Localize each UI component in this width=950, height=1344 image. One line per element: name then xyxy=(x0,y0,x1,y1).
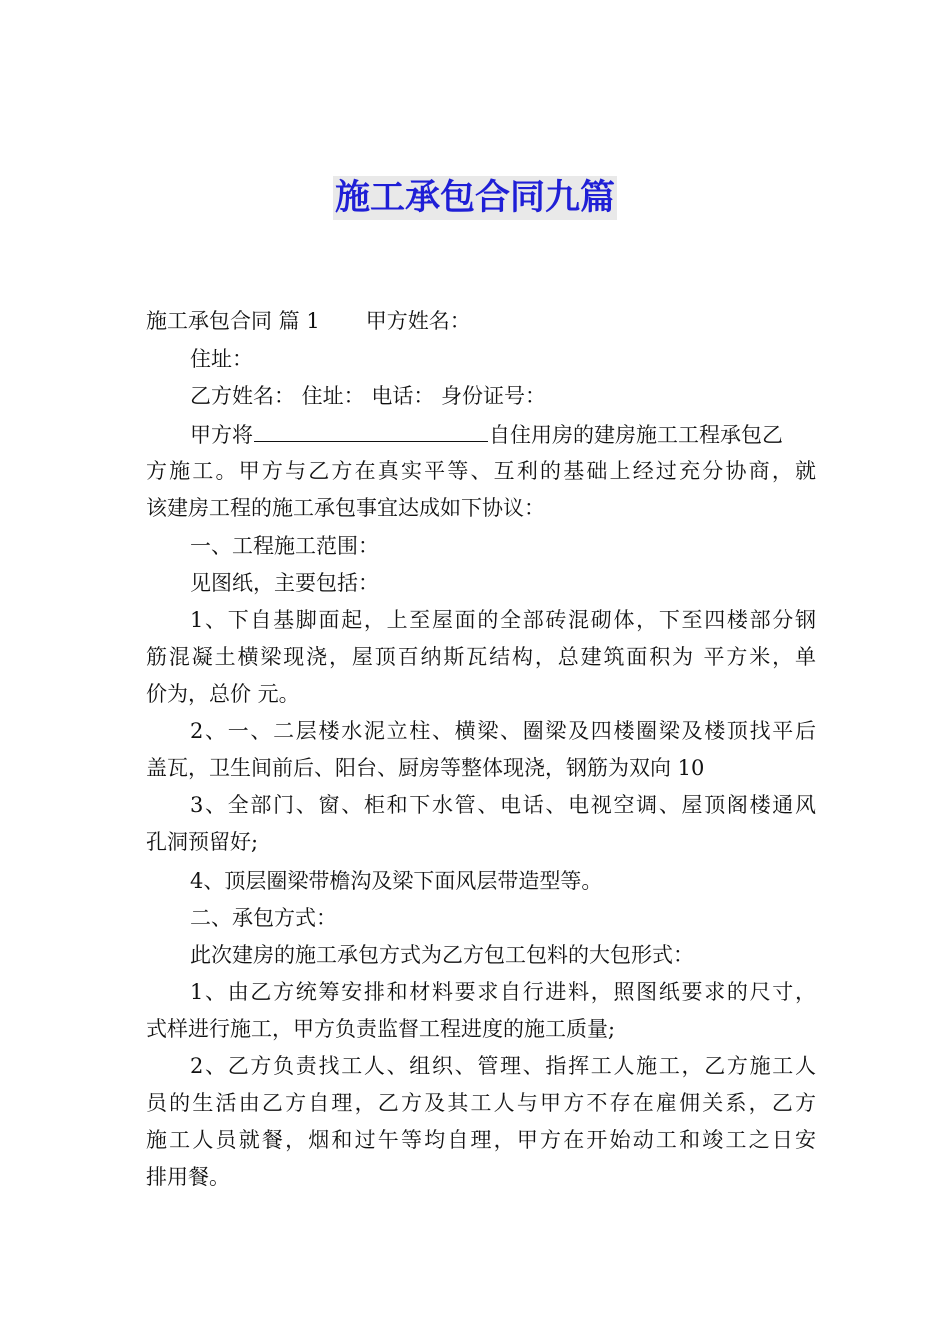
blank-underline xyxy=(254,419,488,442)
text-span: 甲方将 xyxy=(190,423,253,447)
paragraph-line: 1、下自基脚面起，上至屋面的全部砖混砌体，下至四楼部分钢 xyxy=(190,608,816,632)
paragraph-line: 2、乙方负责找工人、组织、管理、指挥工人施工，乙方施工人 xyxy=(190,1054,816,1078)
paragraph-line: 此次建房的施工承包方式为乙方包工包料的大包形式： xyxy=(190,943,694,967)
paragraph-line: 盖瓦，卫生间前后、阳台、厨房等整体现浇，钢筋为双向 10 xyxy=(146,756,705,780)
section-heading: 一、工程施工范围： xyxy=(190,534,379,558)
party-a-name-label: 甲方姓名： xyxy=(365,309,471,333)
paragraph-line: 见图纸，主要包括： xyxy=(190,571,379,595)
paragraph-line: 该建房工程的施工承包事宜达成如下协议： xyxy=(146,496,545,520)
party-b-info-line: 乙方姓名： 住址： 电话： 身份证号： xyxy=(190,384,547,408)
document-title-block xyxy=(0,176,950,220)
paragraph-line xyxy=(190,419,816,450)
party-a-address-label: 住址： xyxy=(190,347,253,371)
paragraph-line: 2、一、二层楼水泥立柱、横梁、圈梁及四楼圈梁及楼顶找平后 xyxy=(190,719,816,743)
document-title: 施工承包合同九篇 xyxy=(334,178,615,218)
paragraph-line xyxy=(146,306,816,336)
contract-section-heading: 施工承包合同 篇 1 xyxy=(146,309,320,333)
paragraph-line: 方施工。甲方与乙方在真实平等、互利的基础上经过充分协商，就 xyxy=(146,459,816,483)
paragraph-line: 1、由乙方统筹安排和材料要求自行进料，照图纸要求的尺寸， xyxy=(190,980,816,1004)
paragraph-line: 3、全部门、窗、柜和下水管、电话、电视空调、屋顶阁楼通风 xyxy=(190,793,816,817)
paragraph-line: 式样进行施工，甲方负责监督工程进度的施工质量; xyxy=(146,1017,616,1041)
paragraph-line: 筋混凝土横梁现浇，屋顶百纳斯瓦结构，总建筑面积为 平方米，单 xyxy=(146,645,816,669)
paragraph-line: 员的生活由乙方自理，乙方及其工人与甲方不存在雇佣关系，乙方 xyxy=(146,1091,816,1115)
paragraph-line: 排用餐。 xyxy=(146,1165,230,1189)
paragraph-line: 价为，总价 元。 xyxy=(146,682,300,706)
paragraph-line: 施工人员就餐，烟和过午等均自理，甲方在开始动工和竣工之日安 xyxy=(146,1128,816,1152)
section-heading: 二、承包方式： xyxy=(190,906,337,930)
paragraph-line: 孔洞预留好; xyxy=(146,830,259,854)
text-span: 自住用房的建房施工工程承包乙 xyxy=(489,423,783,447)
paragraph-line: 4、顶层圈梁带檐沟及梁下面风层带造型等。 xyxy=(190,869,603,893)
